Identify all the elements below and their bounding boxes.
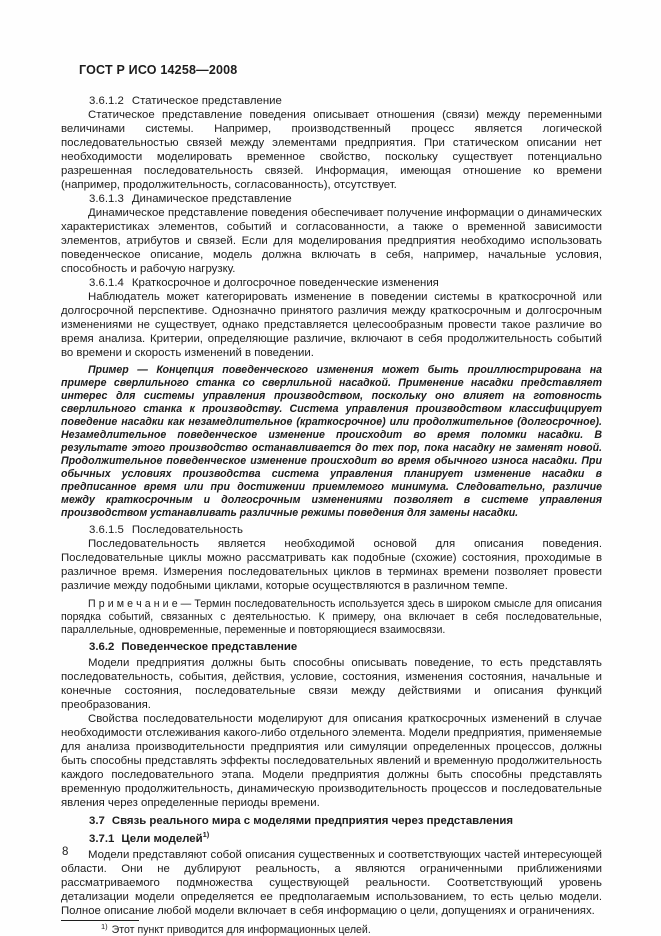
example-block: Пример — Концепция поведенческого изменения может быть проиллюстрирована на примере сверлильного станка со сверлильной насадкой. Применение насадки представляет интерес для системы управления производством, поскольку оно влияет на готовность сверлильного станка к производству. Система управления производством классифицирует поведение насадки как незамедлительное (краткосрочное) или продолжительное (долгосрочное). Незамедлительное поведенческое изменение происходит во время поломки насадки. В результате этого производство останавливается до тех пор, пока насадку не заменят новой. Продолжительное поведенческое изменение происходит во время обычного износа насадки. При обычных условиях производства система управления планирует изменение насадки в предписанное время или при достижении приемлемого минимума. Следовательно, различие между краткосрочным и долгосрочным изменениями позволяет в системе управления производством устанавливать различные режимы поведения для замены насадки. bbox=[61, 364, 602, 519]
clause-number: 3.6.2 bbox=[89, 641, 115, 654]
clause-title: Поведенческое представление bbox=[121, 641, 298, 654]
clause-heading bbox=[61, 832, 602, 846]
clause-heading bbox=[61, 814, 602, 828]
clause-title: Связь реального мира с моделями предприятия через представления bbox=[111, 815, 513, 828]
subclause-heading bbox=[61, 192, 602, 206]
page-number: 8 bbox=[62, 846, 69, 858]
note-block: П р и м е ч а н и е — Термин последовательность используется здесь в широком смысле для описания порядка событий, связанных с деятельностью. К примеру, она включает в себя последовательные, параллельные, одновременные, переменные и повторяющиеся взаимосвязи. bbox=[61, 598, 602, 636]
footnote-separator bbox=[61, 920, 139, 921]
clause-title: Статическое представление bbox=[131, 95, 282, 107]
subclause-heading bbox=[61, 276, 602, 290]
footnote-marker: 1) bbox=[101, 921, 108, 931]
clause-number: 3.6.1.5 bbox=[89, 524, 124, 536]
footnote-block bbox=[61, 920, 602, 936]
body-paragraph: Статическое представление поведения описывает отношения (связи) между переменными величинами системы. Например, производственный процесс является логической последовательностью связей между элементами предприятия. При статическом описании нет необходимости моделировать временное свойство, поскольку существует потенциально разрешенная последовательность связей. Информация, имеющая отношение ко времени (например, продолжительность, согласованность), отсутствует. bbox=[61, 109, 602, 191]
running-header: ГОСТ Р ИСО 14258—2008 bbox=[79, 63, 238, 77]
body-paragraph: Свойства последовательности моделируют для описания краткосрочных изменений в случае необходимости отслеживания какого-либо отдельного элемента. Модели предприятия, применяемые для анализа производительности предприятия или симуляции определенных процессов, должны быть способны представлять эффекты последовательных явлений и временную продолжительность каждого последовательного этапа. Модели предприятия должны быть способны представлять временную продолжительность, динамическую производительность процессов и последовательные явления через определенные периоды времени. bbox=[61, 713, 602, 810]
clause-number: 3.6.1.3 bbox=[89, 193, 124, 205]
subclause-heading bbox=[61, 94, 602, 108]
clause-title: Краткосрочное и долгосрочное поведенческие изменения bbox=[131, 277, 439, 289]
clause-number: 3.6.1.4 bbox=[89, 277, 124, 289]
clause-number: 3.6.1.2 bbox=[89, 95, 124, 107]
body-paragraph: Наблюдатель может категорировать изменение в поведении системы в краткосрочной или долгосрочной перспективе. Однозначно принятого различия между краткосрочным и долгосрочным изменениями не существует, однако представляется целесообразным провести такое различие во время анализа. Критерии, определяющие различие, включают в себя продолжительность событий во времени и скорость изменений в поведении. bbox=[61, 291, 602, 359]
footnote-reference: 1) bbox=[202, 830, 210, 840]
clause-title: Динамическое представление bbox=[131, 193, 292, 205]
clause-heading bbox=[61, 640, 602, 654]
clause-number: 3.7 bbox=[89, 815, 105, 828]
clause-title: Последовательность bbox=[131, 524, 243, 536]
footnote-body: Этот пункт приводится для информационных целей. bbox=[111, 924, 371, 936]
body-paragraph: Модели предприятия должны быть способны описывать поведение, то есть представлять последовательность, события, действия, условие, состояния, изменения состояния, начальные и конечные состояния, последовательные связи между действиями и описания функций преобразования. bbox=[61, 657, 602, 712]
footnote-text bbox=[61, 921, 602, 936]
body-paragraph: Модели представляют собой описания существенных и соответствующих частей интересующей области. Они не дублируют реальность, а являются ограниченными приближениями рассматриваемого подмножества существующей реальности. Соответствующий уровень детализации модели определяется ее предполагаемым использованием, то есть целью модели. Полное описание любой модели включает в себя информацию о цели, допущениях и ограничениях. bbox=[61, 849, 602, 918]
body-paragraph: Последовательность является необходимой основой для описания поведения. Последовательные циклы можно рассматривать как подобные (схожие) состояния, проходимые в различное время. Измерения последовательных циклов в терминах времени позволяет провести различие между подобными циклами, которые осуществляются в различном темпе. bbox=[61, 538, 602, 592]
body-paragraph: Динамическое представление поведения обеспечивает получение информации о динамических характеристиках элементов, событий и согласованности, а также о временной зависимости элементов, атрибутов и связей. Если для моделирования предприятия необходимо использовать поведенческое описание, модель должна включать в себя, например, начальные условия, способность и рабочую нагрузку. bbox=[61, 207, 602, 275]
clause-title: Цели моделей bbox=[121, 833, 203, 846]
content-column bbox=[61, 94, 602, 936]
subclause-heading bbox=[61, 523, 602, 537]
clause-number: 3.7.1 bbox=[89, 833, 115, 846]
